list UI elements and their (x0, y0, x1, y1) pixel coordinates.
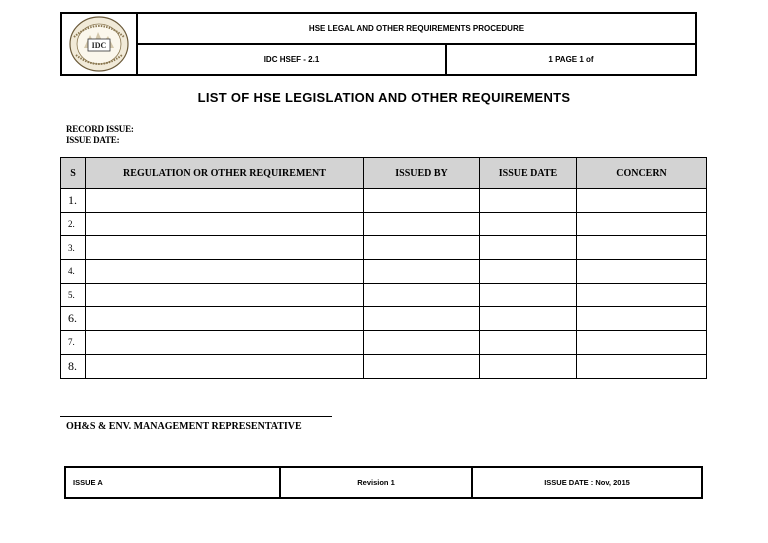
document-footer (64, 466, 703, 499)
table-row (61, 307, 707, 331)
regulation-cell[interactable] (86, 354, 364, 378)
table-row (61, 236, 707, 260)
footer-revision: Revision 1 (281, 468, 473, 497)
issued-by-cell[interactable] (364, 354, 480, 378)
row-number: 6. (61, 307, 86, 331)
issued-by-cell[interactable] (364, 189, 480, 213)
table-row (61, 283, 707, 307)
table-row (61, 260, 707, 284)
document-title: LIST OF HSE LEGISLATION AND OTHER REQUIREMENTS (197, 90, 571, 105)
regulation-cell[interactable] (86, 189, 364, 213)
company-logo-cell (62, 14, 138, 74)
issued-by-cell[interactable] (364, 331, 480, 355)
column-header-issued-by: ISSUED BY (364, 158, 480, 189)
record-issue-label: RECORD ISSUE: (66, 124, 134, 134)
column-header-concern: CONCERN (577, 158, 707, 189)
footer-issue: ISSUE A (66, 468, 281, 497)
concern-cell[interactable] (577, 354, 707, 378)
regulation-cell[interactable] (86, 236, 364, 260)
issued-by-cell[interactable] (364, 260, 480, 284)
issue-date-cell[interactable] (480, 331, 577, 355)
concern-cell[interactable] (577, 331, 707, 355)
row-number: 1. (61, 189, 86, 213)
page-info: 1 PAGE 1 of (548, 55, 594, 64)
issue-date-cell[interactable] (480, 354, 577, 378)
row-number: 7. (61, 331, 86, 355)
regulation-cell[interactable] (86, 260, 364, 284)
row-number: 4. (61, 260, 86, 284)
issued-by-cell[interactable] (364, 283, 480, 307)
issue-date-cell[interactable] (480, 212, 577, 236)
row-number: 3. (61, 236, 86, 260)
footer-issue-date: ISSUE DATE : Nov, 2015 (544, 478, 630, 487)
company-logo (68, 15, 130, 73)
document-header (60, 12, 697, 76)
column-header-regulation: REGULATION OR OTHER REQUIREMENT (86, 158, 364, 189)
signature-label: OH&S & ENV. MANAGEMENT REPRESENTATIVE (66, 421, 302, 432)
document-code: IDC HSEF - 2.1 (138, 45, 447, 74)
issued-by-cell[interactable] (364, 212, 480, 236)
table-header-row (61, 158, 707, 189)
issue-date-label: ISSUE DATE: (66, 135, 120, 145)
concern-cell[interactable] (577, 236, 707, 260)
concern-cell[interactable] (577, 283, 707, 307)
issue-date-cell[interactable] (480, 189, 577, 213)
table-row (61, 354, 707, 378)
column-header-issue-date: ISSUE DATE (480, 158, 577, 189)
row-number: 2. (61, 212, 86, 236)
column-header-serial: S (61, 158, 86, 189)
row-number: 8. (61, 354, 86, 378)
signature-line (60, 416, 332, 417)
row-number: 5. (61, 283, 86, 307)
concern-cell[interactable] (577, 260, 707, 284)
table-row (61, 189, 707, 213)
regulation-cell[interactable] (86, 307, 364, 331)
requirements-table (60, 157, 707, 379)
table-row (61, 331, 707, 355)
issue-date-cell[interactable] (480, 260, 577, 284)
concern-cell[interactable] (577, 307, 707, 331)
issued-by-cell[interactable] (364, 307, 480, 331)
procedure-title: HSE LEGAL AND OTHER REQUIREMENTS PROCEDURE (138, 14, 695, 45)
issue-date-cell[interactable] (480, 307, 577, 331)
issue-date-cell[interactable] (480, 283, 577, 307)
concern-cell[interactable] (577, 212, 707, 236)
regulation-cell[interactable] (86, 283, 364, 307)
concern-cell[interactable] (577, 189, 707, 213)
issued-by-cell[interactable] (364, 236, 480, 260)
issue-date-cell[interactable] (480, 236, 577, 260)
regulation-cell[interactable] (86, 331, 364, 355)
svg-text:IDC: IDC (91, 41, 107, 50)
regulation-cell[interactable] (86, 212, 364, 236)
table-row (61, 212, 707, 236)
